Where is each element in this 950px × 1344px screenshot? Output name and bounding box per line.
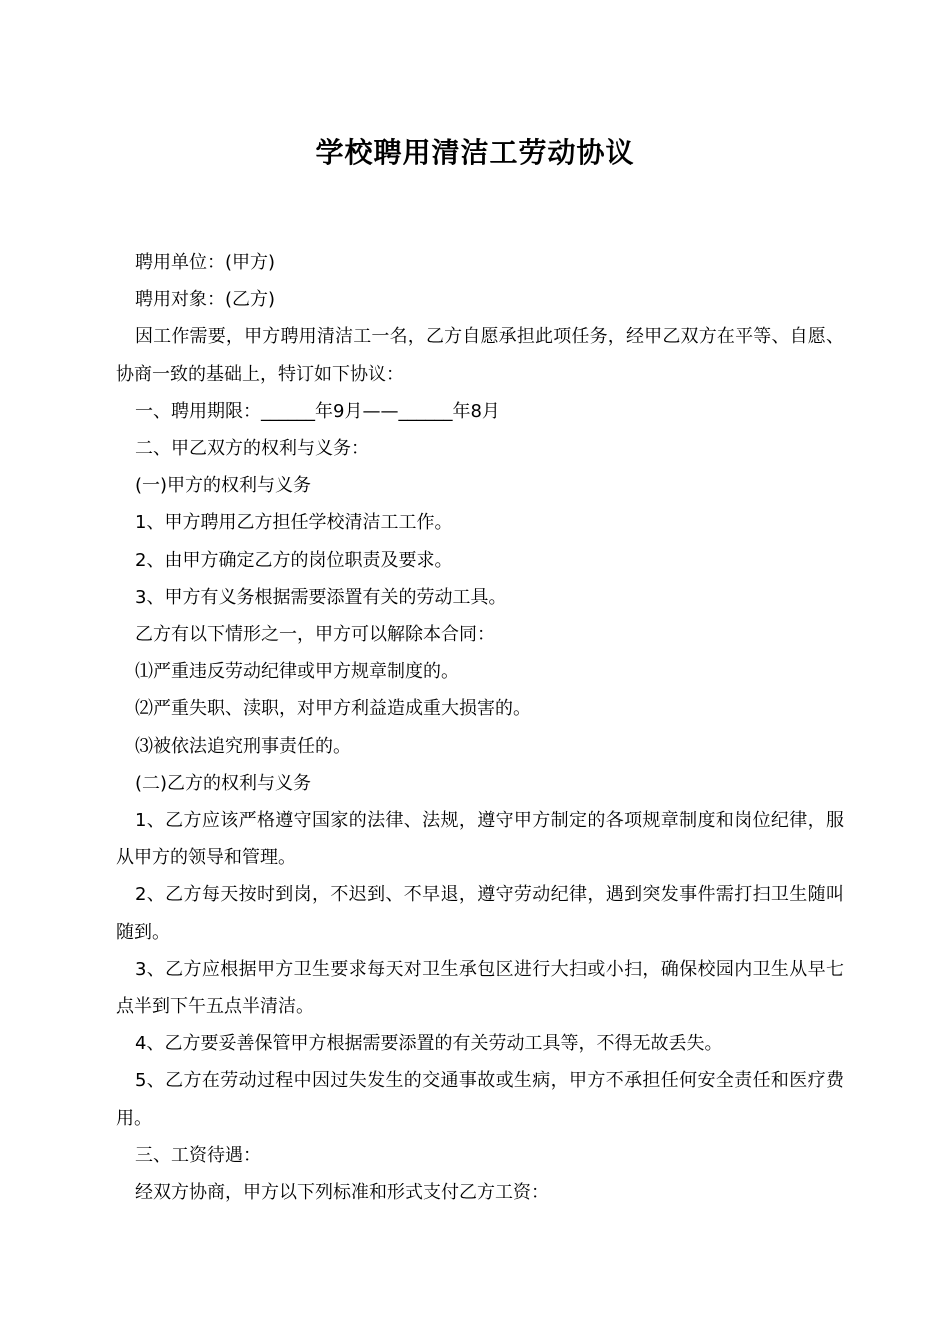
intro-paragraph: 因工作需要，甲方聘用清洁工一名，乙方自愿承担此项任务，经甲乙双方在平等、自愿、协商一致的基础上，特订如下协议： <box>116 326 844 385</box>
clause-b5: 5、乙方在劳动过程中因过失发生的交通事故或生病，甲方不承担任何安全责任和医疗费用。 <box>116 1070 844 1129</box>
termination-item-2: ⑵严重失职、渎职，对甲方利益造成重大损害的。 <box>135 698 531 720</box>
clause-a1: 1、甲方聘用乙方担任学校清洁工工作。 <box>135 512 453 534</box>
subsection-a-heading: (一)甲方的权利与义务 <box>135 475 312 497</box>
termination-item-1: ⑴严重违反劳动纪律或甲方规章制度的。 <box>135 661 459 683</box>
clause-a3: 3、甲方有义务根据需要添置有关的劳动工具。 <box>135 586 507 608</box>
employee-line: 聘用对象：(乙方) <box>135 289 276 311</box>
subsection-b-heading: (二)乙方的权利与义务 <box>135 772 312 794</box>
clause-b2: 2、乙方每天按时到岗，不迟到、不早退，遵守劳动纪律，遇到突发事件需打扫卫生随叫随到。 <box>116 884 844 943</box>
termination-intro: 乙方有以下情形之一，甲方可以解除本合同： <box>135 624 495 646</box>
document-title: 学校聘用清洁工劳动协议 <box>315 136 635 169</box>
clause-b1: 1、乙方应该严格遵守国家的法律、法规，遵守甲方制定的各项规章制度和岗位纪律，服从甲方的领导和管理。 <box>116 810 844 869</box>
document-body <box>116 244 844 1211</box>
clause-a2: 2、由甲方确定乙方的岗位职责及要求。 <box>135 549 453 571</box>
section-2-heading: 二、甲乙双方的权利与义务： <box>135 438 369 460</box>
section-3-heading: 三、工资待遇： <box>135 1144 261 1166</box>
section-1-heading: 一、聘用期限：______年9月——______年8月 <box>135 400 500 422</box>
clause-b3: 3、乙方应根据甲方卫生要求每天对卫生承包区进行大扫或小扫，确保校园内卫生从早七点半到下午五点半清洁。 <box>116 958 844 1018</box>
termination-item-3: ⑶被依法追究刑事责任的。 <box>135 735 351 757</box>
employer-line: 聘用单位：(甲方) <box>135 252 276 273</box>
clause-b4: 4、乙方要妥善保管甲方根据需要添置的有关劳动工具等，不得无故丢失。 <box>135 1033 723 1055</box>
wage-paragraph: 经双方协商，甲方以下列标准和形式支付乙方工资： <box>135 1182 549 1204</box>
